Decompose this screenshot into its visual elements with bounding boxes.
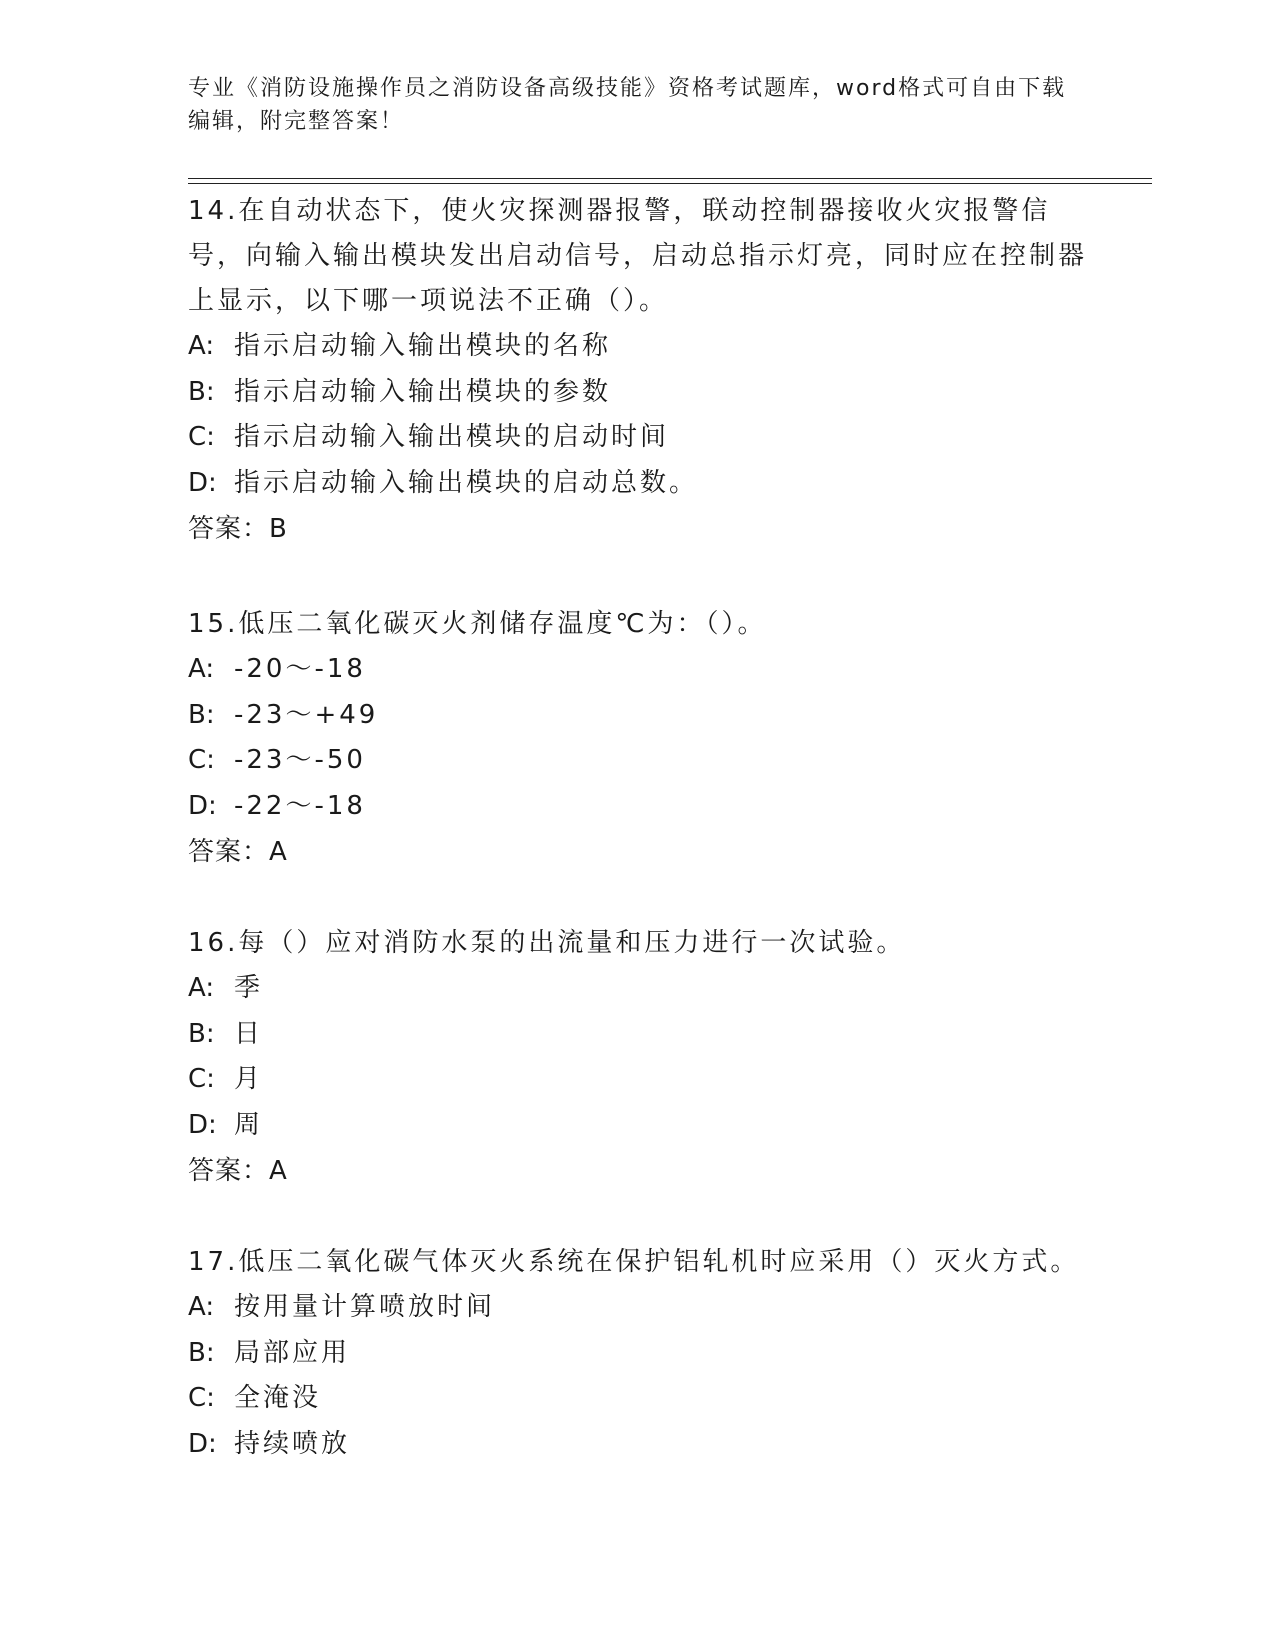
option-text: -23～-50 (234, 745, 366, 775)
question-14 (188, 189, 1088, 552)
option-text: 局部应用 (234, 1337, 351, 1368)
option-a (188, 647, 1088, 693)
option-a (188, 324, 1088, 370)
option-text: 季 (234, 973, 264, 1003)
header-divider-top (188, 178, 1152, 179)
option-text: 按用量计算喷放时间 (234, 1292, 496, 1322)
option-letter: A: (188, 973, 215, 1003)
option-a (188, 966, 1088, 1012)
question-16 (188, 921, 1088, 1194)
option-d (188, 1422, 1088, 1468)
option-letter: C: (188, 422, 215, 452)
option-letter: C: (188, 1383, 215, 1413)
document-header-text: 专业《消防设施操作员之消防设备高级技能》资格考试题库，word格式可自由下载编辑，附完整答案！ (188, 76, 1067, 134)
option-letter: B: (188, 376, 215, 407)
question-17 (188, 1240, 1088, 1467)
question-15 (188, 602, 1088, 875)
option-letter: B: (188, 1018, 215, 1049)
option-b (188, 1012, 1088, 1058)
answer-text: 答案：A (188, 1156, 288, 1186)
question-stem: 16.每（）应对消防水泵的出流量和压力进行一次试验。 (188, 928, 906, 958)
answer-text: 答案：B (188, 514, 288, 544)
option-letter: D: (188, 1428, 217, 1459)
option-letter: D: (188, 790, 217, 821)
option-text: -20～-18 (234, 654, 366, 684)
option-letter: C: (188, 1064, 215, 1094)
option-letter: D: (188, 467, 217, 498)
option-d (188, 461, 1088, 507)
option-b (188, 693, 1088, 739)
header-divider-bottom (188, 183, 1152, 184)
option-text: 日 (234, 1018, 264, 1049)
option-letter: B: (188, 699, 215, 730)
option-b (188, 370, 1088, 416)
question-stem: 15.低压二氧化碳灭火剂储存温度℃为：（）。 (188, 609, 767, 639)
option-b (188, 1331, 1088, 1377)
option-letter: A: (188, 331, 215, 361)
option-letter: B: (188, 1337, 215, 1368)
option-text: 指示启动输入输出模块的名称 (234, 331, 612, 361)
option-text: 全淹没 (234, 1383, 322, 1413)
option-c (188, 415, 1088, 461)
option-text: 月 (234, 1064, 264, 1094)
option-letter: C: (188, 745, 215, 775)
option-letter: A: (188, 1292, 215, 1322)
option-text: 指示启动输入输出模块的启动时间 (234, 422, 670, 452)
option-text: -22～-18 (234, 790, 366, 821)
option-text: 持续喷放 (234, 1428, 351, 1459)
option-text: 周 (234, 1109, 264, 1140)
question-stem: 17.低压二氧化碳气体灭火系统在保护铝轧机时应采用（）灭火方式。 (188, 1247, 1080, 1277)
answer-text: 答案：A (188, 837, 288, 867)
option-c (188, 1057, 1088, 1103)
option-text: -23～+49 (234, 699, 379, 730)
option-letter: D: (188, 1109, 217, 1140)
option-c (188, 738, 1088, 784)
option-text: 指示启动输入输出模块的启动总数。 (234, 467, 699, 498)
option-d (188, 1103, 1088, 1149)
option-c (188, 1376, 1088, 1422)
question-stem: 14.在自动状态下，使火灾探测器报警，联动控制器接收火灾报警信号，向输入输出模块发出启动信号，启动总指示灯亮，同时应在控制器上显示，以下哪一项说法不正确（）。 (188, 196, 1088, 316)
option-d (188, 784, 1088, 830)
option-text: 指示启动输入输出模块的参数 (234, 376, 612, 407)
option-letter: A: (188, 654, 215, 684)
option-a (188, 1285, 1088, 1331)
